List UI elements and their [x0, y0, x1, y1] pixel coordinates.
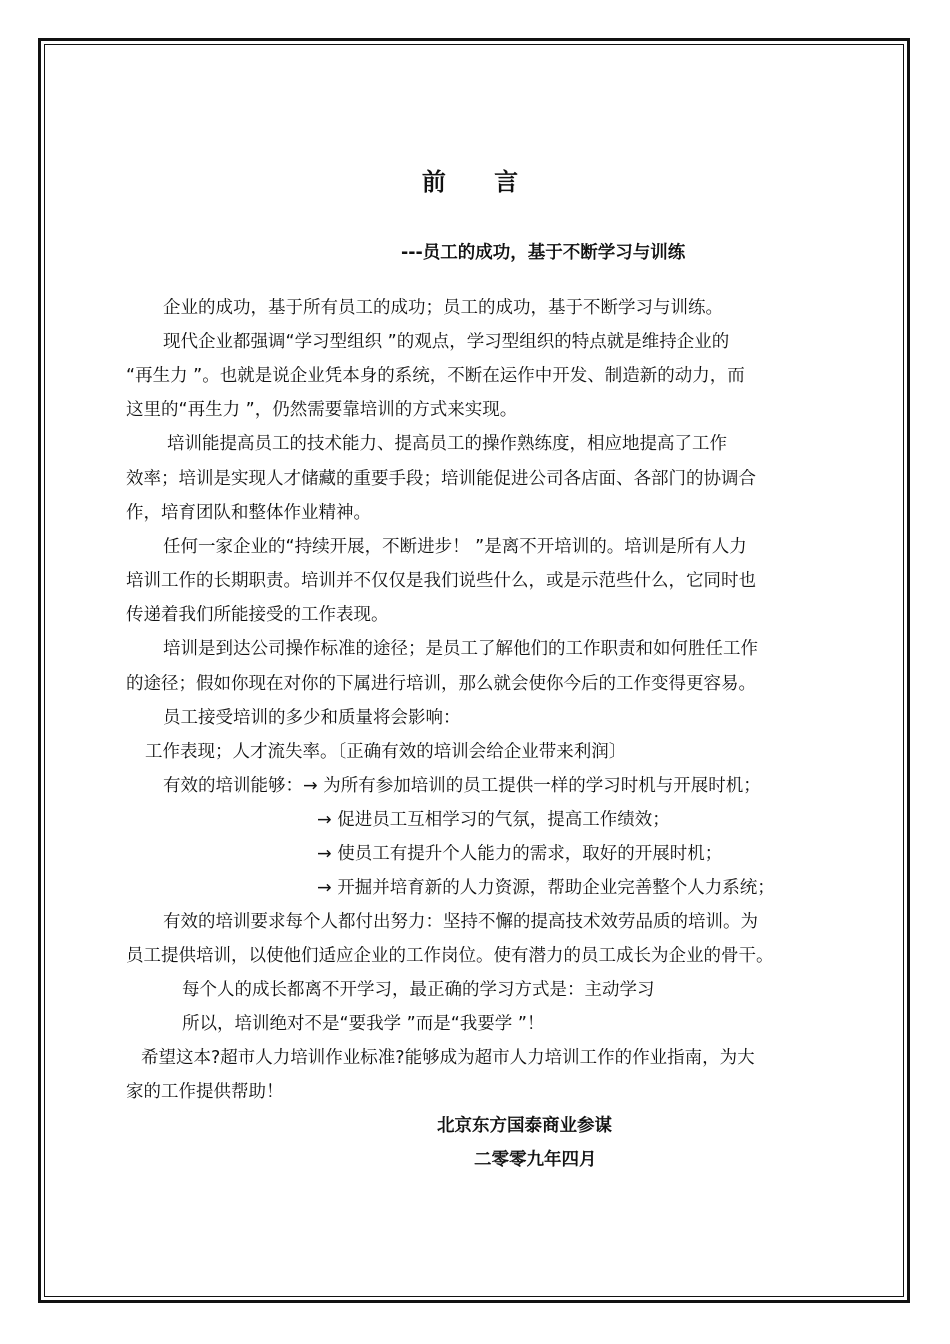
paragraph-line: 工作表现；人才流失率。〔正确有效的培训会给企业带来利润〕: [145, 742, 627, 762]
paragraph-line: 现代企业都强调“学习型组织 ”的观点，学习型组织的特点就是维持企业的: [163, 332, 730, 352]
list-item: → 使员工有提升个人能力的需求，取好的开展时机；: [317, 844, 723, 864]
paragraph-line: 这里的“再生力 ”，仍然需要靠培训的方式来实现。: [126, 400, 518, 420]
paragraph-line: 企业的成功，基于所有员工的成功；员工的成功，基于不断学习与训练。: [163, 298, 723, 318]
paragraph-line: 作，培育团队和整体作业精神。: [126, 503, 371, 523]
signature-organization: 北京东方国泰商业参谋: [437, 1116, 612, 1136]
paragraph-line: 家的工作提供帮助！: [126, 1082, 284, 1102]
paragraph-line: 培训工作的长期职责。培训并不仅仅是我们说些什么，或是示范些什么，它同时也: [126, 571, 756, 591]
paragraph-line: 培训是到达公司操作标准的途径；是员工了解他们的工作职责和如何胜任工作: [163, 639, 758, 659]
paragraph-line: 的途径；假如你现在对你的下属进行培训，那么就会使你今后的工作变得更容易。: [126, 674, 756, 694]
paragraph-line: 任何一家企业的“持续开展，不断进步！ ”是离不开培训的。培训是所有人力: [163, 537, 747, 557]
paragraph-line: 所以，培训绝对不是“要我学 ”而是“我要学 ”！: [182, 1014, 545, 1034]
paragraph-line: 培训能提高员工的技术能力、提高员工的操作熟练度，相应地提高了工作: [167, 434, 727, 454]
paragraph-line: 效率；培训是实现人才储藏的重要手段；培训能促进公司各店面、各部门的协调合: [126, 469, 756, 489]
page-border-inner: [44, 44, 904, 1297]
paragraph-line: “再生力 ”。也就是说企业凭本身的系统，不断在运作中开发、制造新的动力，而: [126, 366, 745, 386]
list-intro-line: 有效的培训能够：→ 为所有参加培训的员工提供一样的学习时机与开展时机；: [163, 776, 761, 796]
signature-date: 二零零九年四月: [474, 1150, 597, 1170]
paragraph-line: 每个人的成长都离不开学习，最正确的学习方式是：主动学习: [182, 980, 655, 1000]
document-subtitle: ---员工的成功，基于不断学习与训练: [401, 243, 686, 263]
list-item: → 促进员工互相学习的气氛，提高工作绩效；: [317, 810, 670, 830]
paragraph-line: 员工提供培训，以使他们适应企业的工作岗位。使有潜力的员工成长为企业的骨干。: [126, 946, 774, 966]
paragraph-line: 传递着我们所能接受的工作表现。: [126, 605, 389, 625]
paragraph-line: 有效的培训要求每个人都付出努力：坚持不懈的提高技术效劳品质的培训。为: [163, 912, 758, 932]
list-item: → 开掘并培育新的人力资源，帮助企业完善整个人力系统；: [317, 878, 775, 898]
paragraph-line: 希望这本?超市人力培训作业标准?能够成为超市人力培训工作的作业指南，为大: [141, 1048, 755, 1068]
paragraph-line: 员工接受培训的多少和质量将会影响：: [163, 708, 461, 728]
document-title: 前 言: [421, 168, 539, 196]
